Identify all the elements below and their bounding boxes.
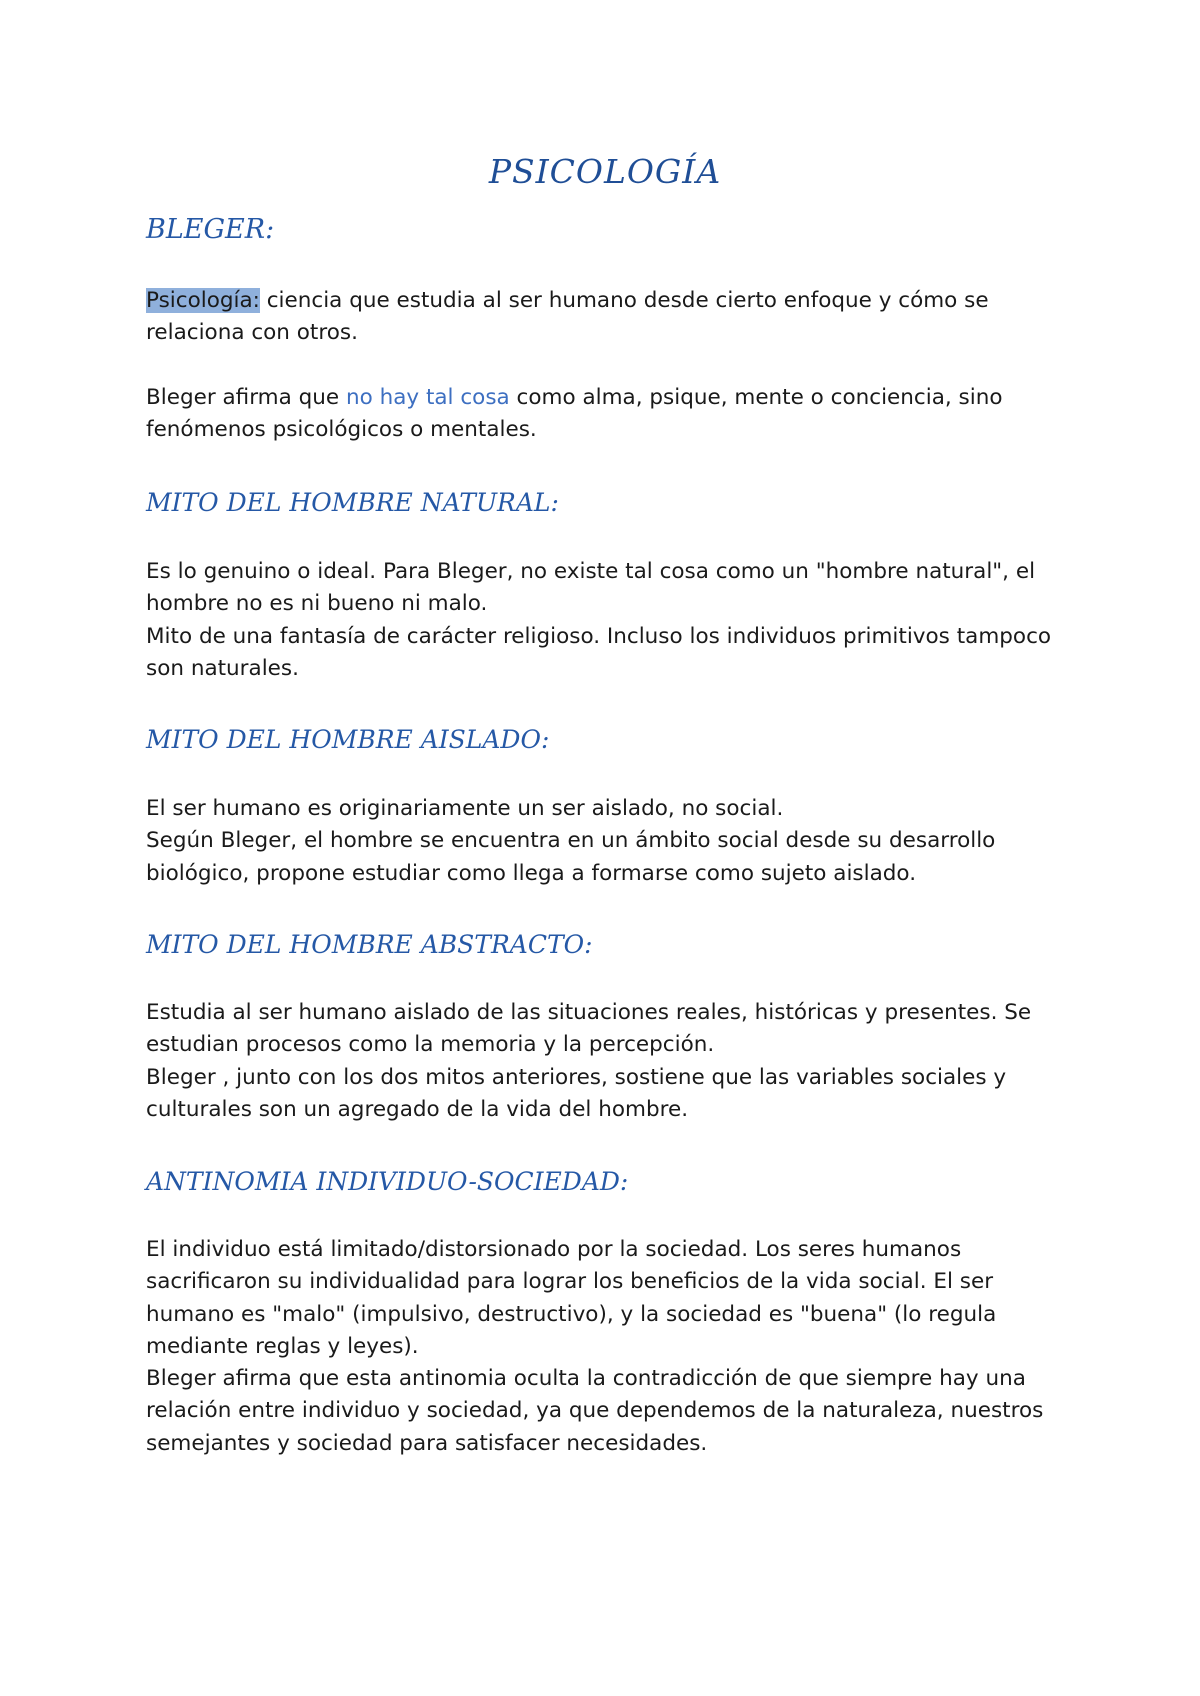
bleger-paragraph xyxy=(146,382,1066,447)
section-heading-antinomia: ANTINOMIA INDIVIDUO-SOCIEDAD: xyxy=(146,1167,629,1196)
antinomia-paragraph: El individuo está limitado/distorsionado por la sociedad. Los seres humanos sacrificaron su individualidad para lograr los beneficios de la vida social. El ser humano es "malo" (impulsivo, destructivo), y la sociedad es "buena" (lo regula mediante reglas y leyes). Bleger afirma que esta antinomia oculta la contradicción de que siempre hay una relación entre individuo y sociedad, ya que dependemos de la naturaleza, nuestros semejantes y sociedad para satisfacer necesidades. xyxy=(146,1237,1044,1456)
section-heading-hombre-abstracto: MITO DEL HOMBRE ABSTRACTO: xyxy=(146,930,593,959)
document-title: PSICOLOGÍA xyxy=(488,152,722,191)
section-heading-bleger: BLEGER: xyxy=(146,214,275,245)
hombre-natural-paragraph: Es lo genuino o ideal. Para Bleger, no existe tal cosa como un "hombre natural", el hombre no es ni bueno ni malo. Mito de una fantasía de carácter religioso. Incluso los individuos primitivos tampoco son naturales. xyxy=(146,559,1052,681)
section-heading-hombre-natural: MITO DEL HOMBRE NATURAL: xyxy=(146,488,559,517)
highlighted-term: Psicología: xyxy=(146,288,260,313)
bleger-text-before: Bleger afirma que xyxy=(146,385,346,410)
definition-text: ciencia que estudia al ser humano desde cierto enfoque y cómo se relaciona con otros. xyxy=(146,288,989,346)
hombre-abstracto-paragraph: Estudia al ser humano aislado de las situaciones reales, históricas y presentes. Se estudian procesos como la memoria y la percepción. Bleger , junto con los dos mitos anteriores, sostiene que las variables sociales y culturales son un agregado de la vida del hombre. xyxy=(146,1000,1032,1122)
bleger-text-after: como alma, psique, mente o conciencia, sino fenómenos psicológicos o mentales. xyxy=(146,385,1003,443)
hombre-aislado-paragraph: El ser humano es originariamente un ser aislado, no social. Según Bleger, el hombre se encuentra en un ámbito social desde su desarrollo biológico, propone estudiar como llega a formarse como sujeto aislado. xyxy=(146,796,996,886)
section-heading-hombre-aislado: MITO DEL HOMBRE AISLADO: xyxy=(146,725,550,754)
emphasis-text: no hay tal cosa xyxy=(345,385,510,410)
definition-paragraph xyxy=(146,285,1066,350)
